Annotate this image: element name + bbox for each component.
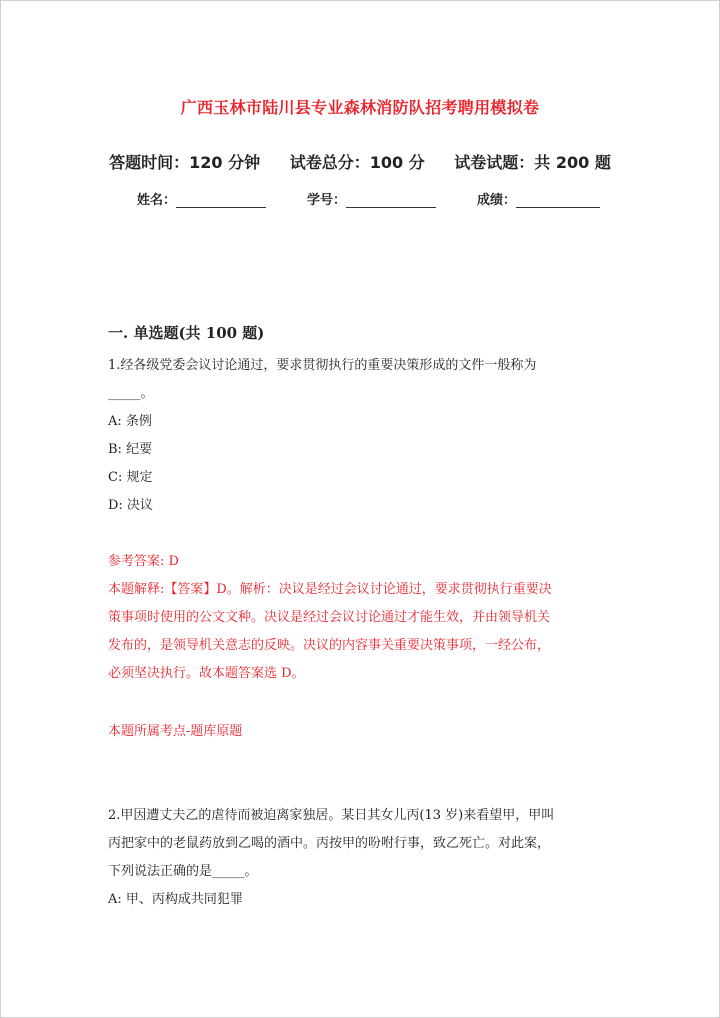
question-1-explanation-line-2: 策事项时使用的公文文种。决议是经过会议讨论通过才能生效，并由领导机关 (108, 610, 551, 625)
question-1-topic: 本题所属考点-题库原题 (108, 724, 243, 739)
question-1-explanation-line-1: 本题解释:【答案】D。解析：决议是经过会议讨论通过，要求贯彻执行重要决 (108, 582, 552, 597)
name-label: 姓名： (137, 193, 177, 208)
question-1-text-line-2: _____。 (108, 386, 154, 401)
question-1-option-c: C: 规定 (108, 470, 153, 485)
score-field (477, 189, 600, 208)
section-title: 一. 单选题(共 100 题) (108, 324, 265, 342)
name-blank (176, 193, 266, 208)
question-1-explanation-line-4: 必须坚决执行。故本题答案选 D。 (108, 666, 305, 681)
question-1-answer-block (108, 548, 608, 688)
score-label: 成绩： (477, 193, 517, 208)
exam-question-count: 试卷试题：共 200 题 (454, 153, 611, 172)
exam-time: 答题时间：120 分钟 (109, 153, 261, 172)
student-id-blank (346, 193, 436, 208)
exam-info (0, 150, 720, 173)
name-field (137, 189, 266, 208)
question-2-text-line-3: 下列说法正确的是_____。 (108, 864, 258, 879)
question-1-option-d: D: 决议 (108, 498, 153, 513)
question-2-option-a: A: 甲、丙构成共同犯罪 (108, 892, 243, 907)
question-2-text-line-2: 丙把家中的老鼠药放到乙喝的酒中。丙按甲的吩咐行事，致乙死亡。对此案， (108, 836, 551, 851)
question-1-option-b: B: 纪要 (108, 442, 153, 457)
question-1-option-a: A: 条例 (108, 414, 152, 429)
student-id-label: 学号： (307, 193, 347, 208)
student-id-field (307, 189, 436, 208)
question-1-explanation-line-3: 发布的，是领导机关意志的反映。决议的内容事关重要决策事项，一经公布， (108, 638, 551, 653)
question-1-answer: 参考答案: D (108, 554, 179, 569)
score-blank (516, 193, 600, 208)
question-2 (108, 802, 608, 914)
question-1 (108, 352, 608, 520)
page-title: 广西玉林市陆川县专业森林消防队招考聘用模拟卷 (180, 98, 540, 117)
exam-total-score: 试卷总分：100 分 (289, 153, 425, 172)
question-1-text-line-1: 1.经各级党委会议讨论通过，要求贯彻执行的重要决策形成的文件一般称为 (108, 358, 537, 373)
question-2-text-line-1: 2.甲因遭丈夫乙的虐待而被迫离家独居。某日其女儿丙(13 岁)来看望甲，甲叫 (108, 808, 555, 823)
